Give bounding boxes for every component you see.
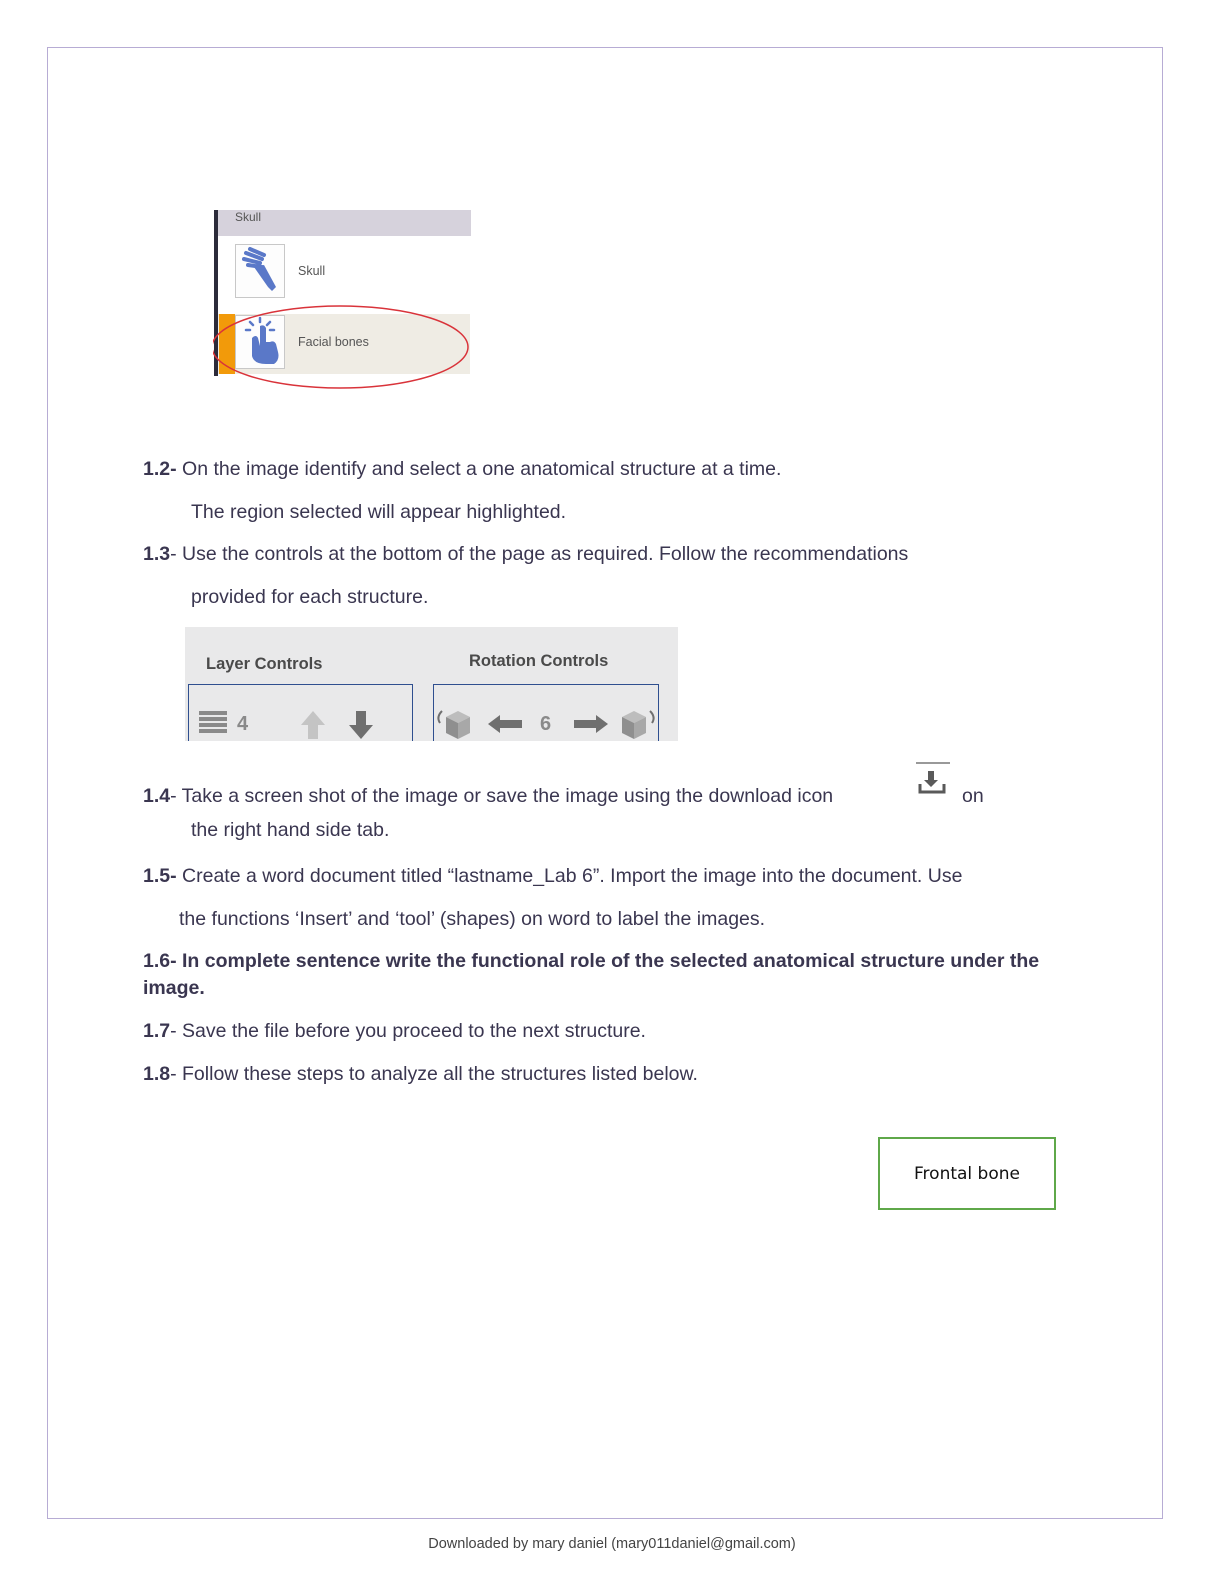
- skull-panel-image: [213, 208, 471, 380]
- frontal-bone-label: Frontal bone: [878, 1137, 1056, 1210]
- step-text: - Follow these steps to analyze all the structures listed below.: [170, 1063, 698, 1085]
- step-number: 1.5-: [143, 865, 177, 887]
- download-footer: Downloaded by mary daniel (mary011daniel@gmail.com): [428, 1536, 796, 1552]
- step-1-8: [143, 1062, 698, 1086]
- facial-bones-label: Facial bones: [298, 335, 369, 349]
- step-1-2: [143, 457, 781, 481]
- step-text: On the image identify and select a one anatomical structure at a time.: [176, 458, 782, 480]
- layer-controls-box: [188, 684, 413, 741]
- step-number: 1.4: [143, 785, 171, 807]
- step-1-6: 1.6- In complete sentence write the functional role of the selected anatomical structure under the image.: [143, 950, 1040, 999]
- step-number: 1.7: [143, 1020, 171, 1042]
- rotation-controls-box: [433, 684, 659, 741]
- download-icon: [916, 762, 950, 800]
- step-text: - Use the controls at the bottom of the page as required. Follow the recommendations: [170, 543, 909, 565]
- layer-controls-title: Layer Controls: [206, 655, 323, 673]
- step-1-4-continuation: the right hand side tab.: [191, 819, 390, 841]
- selection-ellipse: [213, 208, 471, 392]
- step-text: - Save the file before you proceed to the next structure.: [170, 1020, 646, 1042]
- rotate-right-arrow-icon[interactable]: [572, 713, 610, 735]
- rotate-right-cube-icon[interactable]: [618, 707, 658, 741]
- layer-count: 4: [237, 713, 249, 735]
- skull-item-label: Skull: [298, 264, 326, 278]
- rotation-controls-title: Rotation Controls: [469, 652, 609, 670]
- rotate-left-arrow-icon[interactable]: [486, 713, 524, 735]
- controls-image: [185, 627, 678, 741]
- step-1-4-on: on: [962, 785, 984, 807]
- layers-icon: [197, 707, 233, 739]
- step-number: 1.3: [143, 543, 171, 565]
- step-number: 1.8: [143, 1063, 171, 1085]
- step-text: - Take a screen shot of the image or save the image using the download icon: [170, 785, 834, 807]
- step-1-5-continuation: the functions ‘Insert’ and ‘tool’ (shapes) on word to label the images.: [179, 908, 766, 930]
- step-1-5: [143, 864, 962, 888]
- step-1-3-continuation: provided for each structure.: [191, 586, 429, 608]
- step-1-2-continuation: The region selected will appear highlighted.: [191, 501, 567, 523]
- skull-header-label: Skull: [235, 210, 262, 224]
- step-1-3: [143, 542, 908, 566]
- rotation-count: 6: [540, 713, 552, 735]
- step-1-7: [143, 1019, 646, 1043]
- layer-down-arrow-icon[interactable]: [347, 709, 375, 741]
- rotate-left-cube-icon[interactable]: [434, 707, 474, 741]
- layer-up-arrow-icon[interactable]: [299, 709, 327, 741]
- step-number: 1.2-: [143, 458, 177, 480]
- step-1-4: [143, 784, 833, 808]
- step-text: Create a word document titled “lastname_Lab 6”. Import the image into the document. Use: [176, 865, 963, 887]
